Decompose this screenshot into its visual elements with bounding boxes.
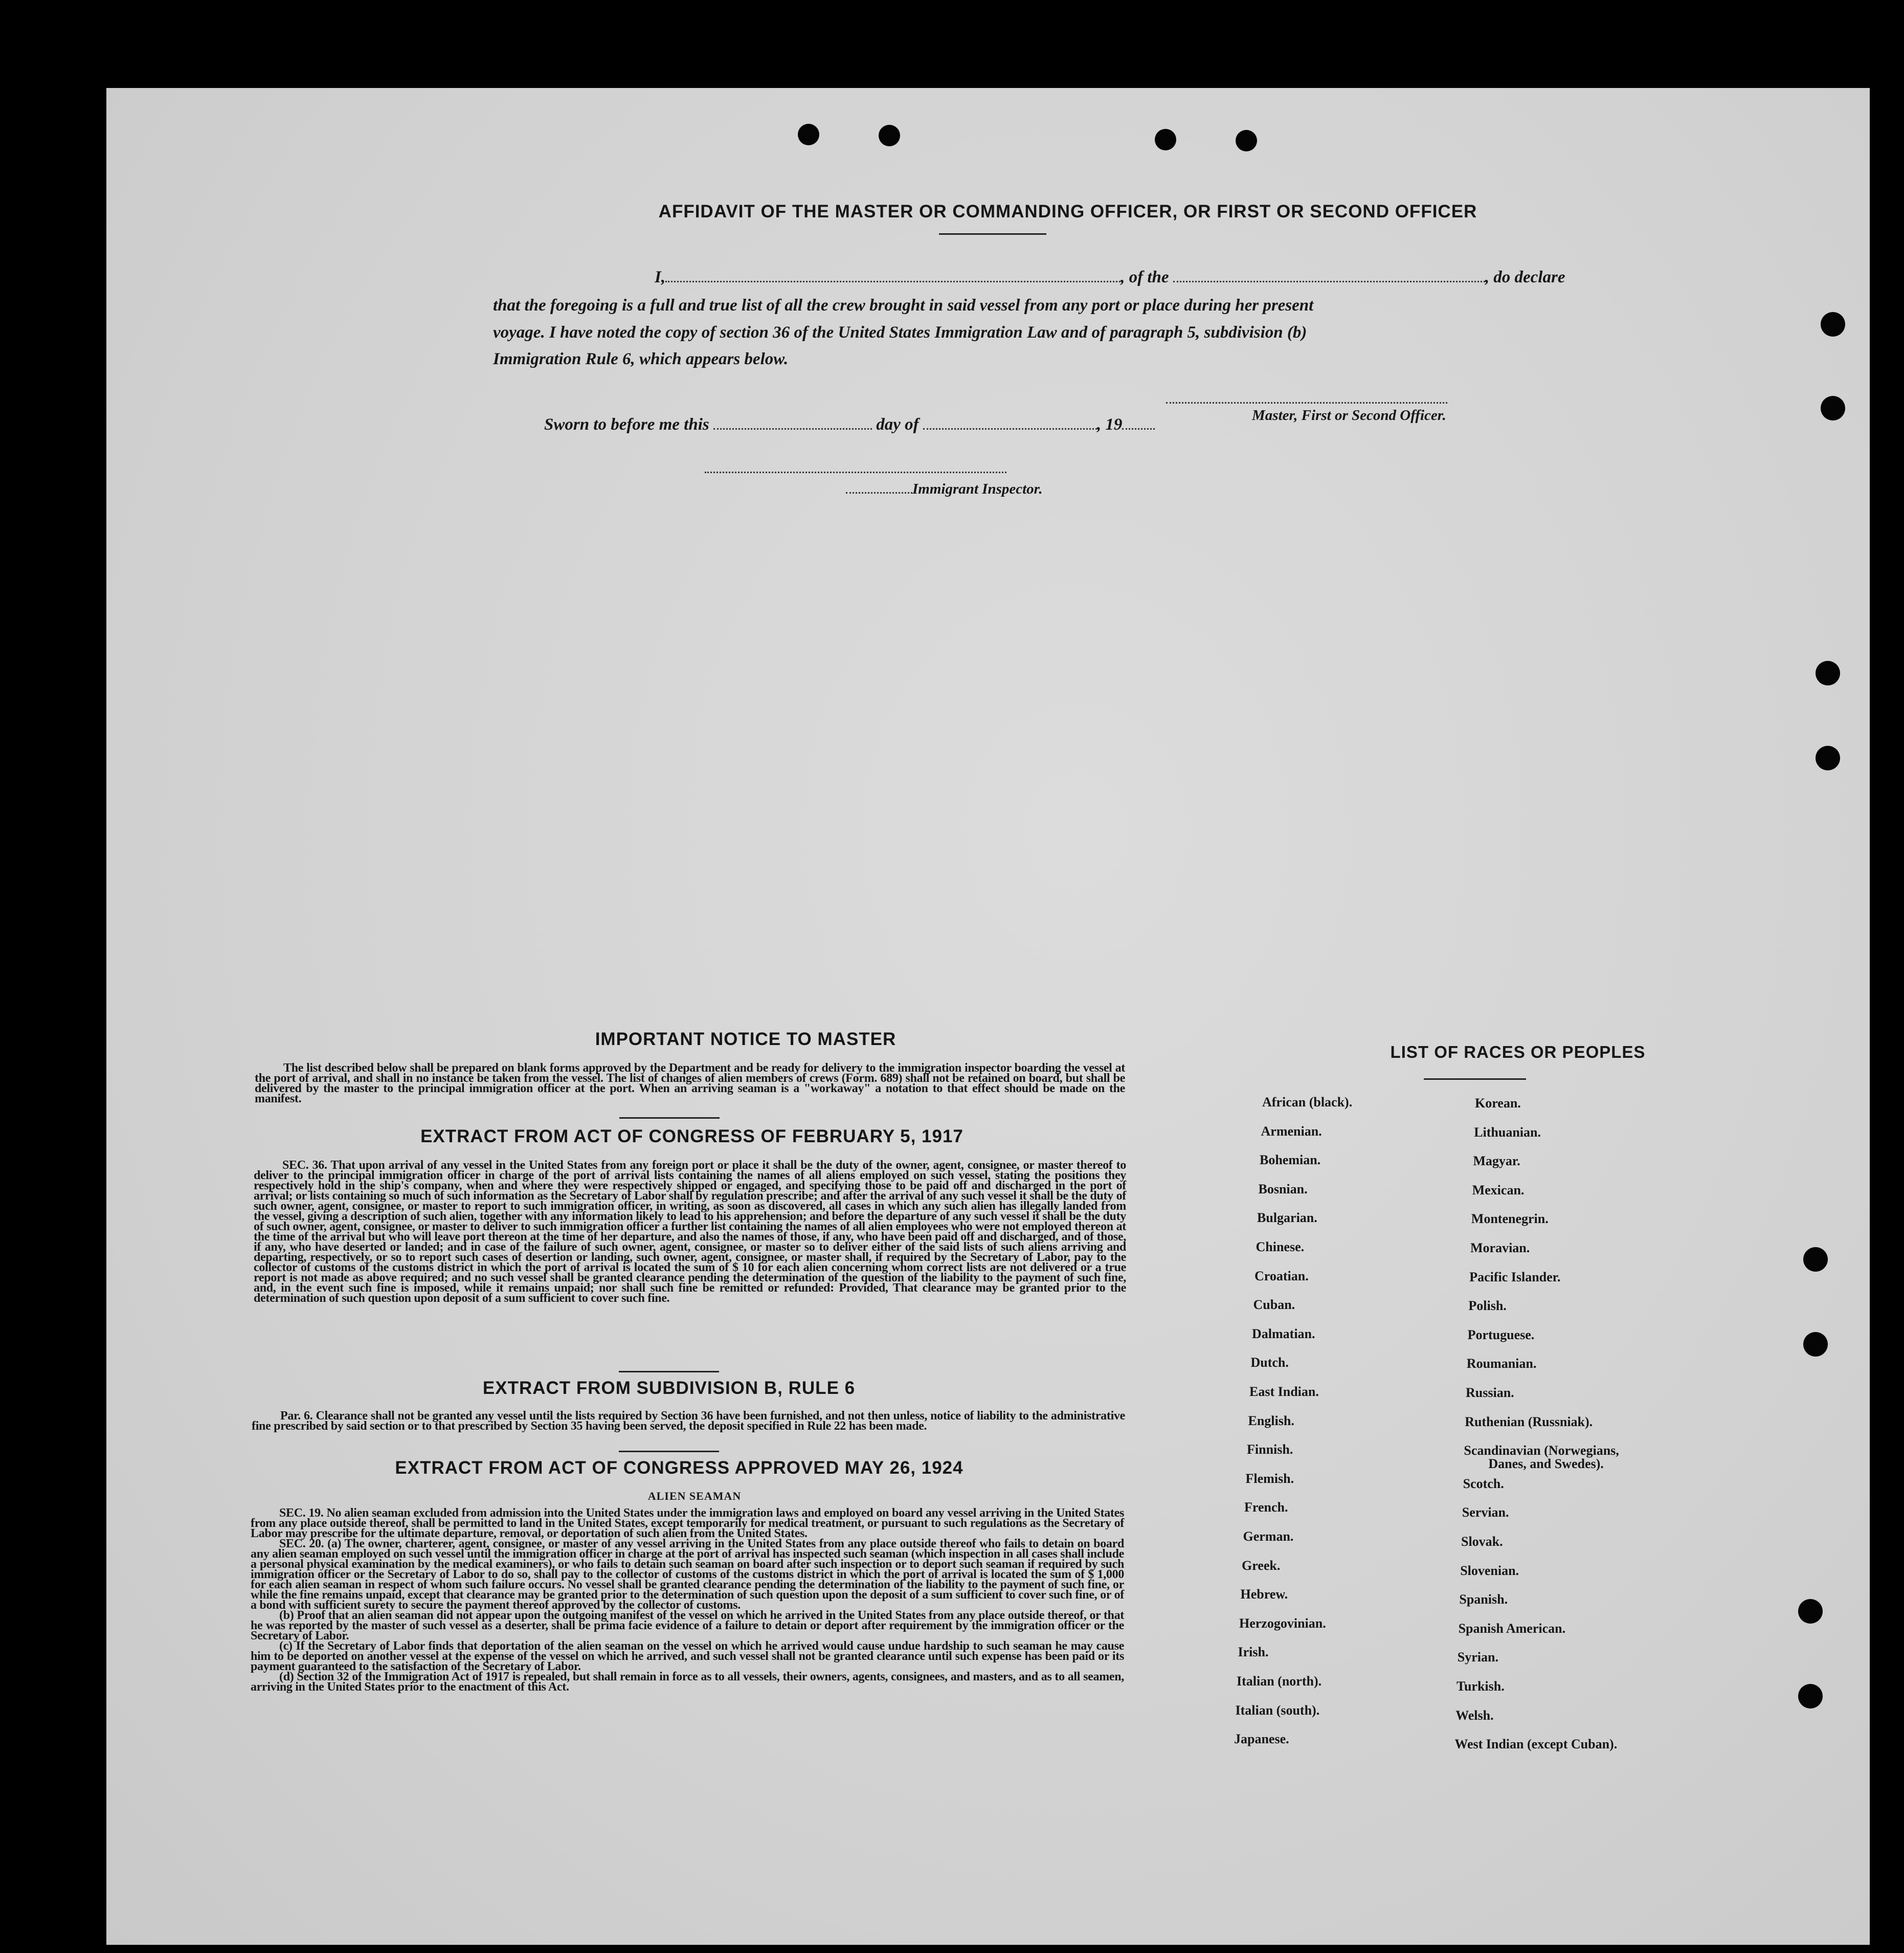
race-item: English. xyxy=(1248,1413,1294,1428)
race-item: Dutch. xyxy=(1250,1355,1289,1370)
name-field[interactable] xyxy=(665,274,1121,282)
race-item: Scandinavian (Norwegians, xyxy=(1464,1443,1619,1458)
alien-seaman-subtitle: ALIEN SEAMAN xyxy=(647,1490,742,1502)
race-item: Spanish. xyxy=(1459,1592,1508,1607)
race-item: Roumanian. xyxy=(1466,1356,1537,1371)
vessel-field[interactable] xyxy=(1173,274,1485,282)
punch-hole xyxy=(1821,312,1845,337)
notice-paragraph: The list described below shall be prepared on blank forms approved by the Department and be ready for delivery to the immigration inspector boarding the vessel at the port of arrival, and shall in no instance be taken from the vessel. The list of changes of alien members of crews (Form. 689) shall not be retained on board, but shall be delivered by the master to the principal immigration officer at the port. When an arriving seaman is a "workaway" a notation to that effect should be made on the manifest. xyxy=(255,1061,1125,1105)
race-item: Slovenian. xyxy=(1460,1563,1519,1578)
race-item: Japanese. xyxy=(1234,1732,1289,1747)
year-label: , 19 xyxy=(1096,415,1123,434)
officer-signature-field[interactable] xyxy=(1166,395,1447,404)
sworn-label: Sworn to before me this xyxy=(544,415,709,434)
race-item: West Indian (except Cuban). xyxy=(1454,1737,1618,1752)
of-the-label: , of the xyxy=(1121,268,1169,286)
sec-36-paragraph: SEC. 36. That upon arrival of any vessel in the United States from any foreign port or place it shall be the duty of the owner, agent, consignee, or master thereof to deliver to the principal immigration officer in charge of the port of arrival lists containing the names of all aliens employed on such vessel, stating the positions they respectively hold in the ship's company, when and where they were respectively shipped or engaged, and specifying those to be paid off and discharged in the port of arrival; or lists containing so much of such information as the Secretary of Labor shall by regulation prescribe; and after the arrival of any such vessel it shall be the duty of such owner, agent, consignee, or master to report to such immigration officer, in writing, as soon as discovered, all cases in which any such alien has illegally landed from the vessel, giving a description of such alien, together with any information likely to lead to his apprehension; and before the departure of any such vessel it shall be the duty of such owner, agent, consignee, or master to deliver to such immigration officer a further list containing the names of all alien employees who were not employed thereon at the time of the arrival but who will leave port thereon at the time of her departure, and also the names of those, if any, who have been paid off and discharged, and of those, if any, who have deserted or landed; and in case of the failure of such owner, agent, consignee, or master so to deliver either of the said lists of such aliens arriving and departing, respectively, or so to report such cases of desertion or landing, such owner, agent, consignee, or master shall, if required by the Secretary of Labor, pay to the collector of customs of the customs district in which the port of arrival is located the sum of $ 10 for each alien concerning whom correct lists are not delivered or a true report is not made as above required; and no such vessel shall be granted clearance pending the determination of the question of the liability to the payment of such fine, and, in the event such fine is imposed, while it remains unpaid; nor shall such fine be remitted or refunded: Provided, That clearance may be granted prior to the determination of such question upon deposit of a sum sufficient to cover such fine. xyxy=(254,1159,1126,1305)
affidavit-title: AFFIDAVIT OF THE MASTER OR COMMANDING OFFICER, OR FIRST OR SECOND OFFICER xyxy=(658,202,1477,221)
race-item: Italian (south). xyxy=(1235,1702,1320,1718)
race-item: Bulgarian. xyxy=(1257,1210,1317,1226)
race-item: Russian. xyxy=(1466,1385,1514,1400)
race-item: Polish. xyxy=(1468,1298,1507,1314)
race-item: Bohemian. xyxy=(1260,1152,1321,1168)
race-item: Flemish. xyxy=(1245,1471,1294,1486)
punch-hole xyxy=(1155,129,1176,150)
race-item: Servian. xyxy=(1462,1505,1509,1520)
punch-hole xyxy=(1236,130,1257,151)
section-divider xyxy=(619,1117,720,1119)
sec-20b-paragraph: (b) Proof that an alien seaman did not appear upon the outgoing manifest of the vessel on which he arrived in the United States from any place outside thereof, or that he was reported by the master of such vessel as a deserter, shall be prima facie evidence of a failure to detain or deport after requirement by the immigration officer or the Secretary of Labor. xyxy=(251,1609,1124,1643)
inspector-line xyxy=(846,481,1043,498)
sec-20c-paragraph: (c) If the Secretary of Labor finds that deportation of the alien seaman on the vessel on which he arrived would cause undue hardship to such seaman he may cause him to be deported on another vessel at the expense of the vessel on which he arrived, and such vessel shall not be granted clearance until such expense has been paid or its payment guaranteed to the satisfaction of the Secretary of Labor. xyxy=(251,1639,1124,1673)
rule-6-text xyxy=(252,1411,1125,1431)
race-item: Croatian. xyxy=(1255,1268,1309,1283)
race-item: Bosnian. xyxy=(1258,1181,1308,1196)
race-item: Cuban. xyxy=(1253,1297,1295,1313)
race-item: Danes, and Swedes). xyxy=(1488,1456,1604,1472)
race-item: Magyar. xyxy=(1473,1153,1520,1169)
race-item: Spanish American. xyxy=(1458,1621,1566,1636)
sworn-day-field[interactable] xyxy=(713,421,872,430)
extract-1924-text xyxy=(251,1508,1124,1692)
punch-hole xyxy=(1798,1684,1823,1708)
race-item: Chinese. xyxy=(1256,1239,1305,1254)
sworn-month-field[interactable] xyxy=(923,421,1097,430)
sec-19-paragraph: SEC. 19. No alien seaman excluded from admission into the United States under the immigration laws and employed on board any vessel arriving in the United States from any place outside thereof, shall be permitted to land in the United States, except temporarily for medical treatment, or pursuant to such regulations as the Secretary of Labor may prescribe for the ultimate departure, removal, or deportation of such alien from the United States. xyxy=(251,1506,1124,1540)
race-item: Herzogovinian. xyxy=(1239,1615,1326,1631)
race-item: Montenegrin. xyxy=(1471,1211,1549,1227)
punch-hole xyxy=(1821,396,1845,420)
race-item: Dalmatian. xyxy=(1252,1326,1315,1341)
inspector-dots xyxy=(846,485,912,494)
race-item: Finnish. xyxy=(1247,1442,1293,1457)
par-6-paragraph: Par. 6. Clearance shall not be granted any vessel until the lists required by Section 36 have been furnished, and not then unless, notice of liability to the administrative fine prescribed by said section or to that prescribed by Section 35 having been served, the deposit specified in Rule 22 has been made. xyxy=(252,1409,1125,1433)
day-of-label: day of xyxy=(876,415,919,434)
affidavit-line2: that the foregoing is a full and true list of all the crew brought in said vessel from any port or place during her present xyxy=(493,296,1314,315)
extract-1917-title: EXTRACT FROM ACT OF CONGRESS OF FEBRUARY 5, 1917 xyxy=(420,1126,964,1146)
race-item: Mexican. xyxy=(1472,1182,1525,1197)
race-item: Lithuanian. xyxy=(1474,1124,1541,1140)
race-item: Armenian. xyxy=(1261,1123,1322,1139)
affidavit-line3: voyage. I have noted the copy of section 36 of the United States Immigration Law and of paragraph 5, subdivision (b) xyxy=(493,323,1307,342)
punch-hole xyxy=(1816,661,1840,685)
i-label: I, xyxy=(655,268,666,286)
declare-label: , do declare xyxy=(1485,268,1565,286)
race-item: Slovak. xyxy=(1461,1534,1503,1549)
punch-hole xyxy=(879,125,900,146)
affidavit-line1 xyxy=(547,268,1591,287)
affidavit-line4: Immigration Rule 6, which appears below. xyxy=(493,350,789,368)
notice-text xyxy=(255,1063,1125,1104)
section-divider xyxy=(619,1451,719,1452)
race-item: Portuguese. xyxy=(1467,1327,1535,1342)
race-item: Hebrew. xyxy=(1240,1587,1288,1602)
sworn-line xyxy=(544,415,1155,434)
race-item: African (black). xyxy=(1262,1095,1353,1109)
race-item: German. xyxy=(1243,1529,1294,1544)
race-item: Italian (north). xyxy=(1237,1674,1322,1689)
document-page xyxy=(106,88,1870,1945)
race-item: Ruthenian (Russniak). xyxy=(1465,1414,1593,1429)
sec-20a-paragraph: SEC. 20. (a) The owner, charterer, agent, consignee, or master of any vessel arriving in the United States from any place outside thereof who fails to detain on board any alien seaman employed on such vessel until the immigration officer in charge at the port of arrival has inspected such seaman (which inspection in all cases shall include a personal physical examination by the medical examiners), or who fails to detain such seaman on board after such inspection or to deport such seaman if required by such immigration officer or the Secretary of Labor to do so, shall pay to the collector of customs of the customs district in which the port of arrival is located the sum of $ 1,000 for each alien seaman in respect of whom such failure occurs. No vessel shall be granted clearance pending the determination of the liability to the payment of such fine, or while the fine remains unpaid, except that clearance may be granted prior to the determination of such question upon the deposit of a sum sufficient to cover such fine, or of a bond with sufficient surety to secure the payment thereof approved by the collector of customs. xyxy=(251,1537,1124,1612)
extract-1917-text xyxy=(254,1160,1126,1303)
inspector-label: Immigrant Inspector. xyxy=(912,481,1043,497)
race-item: Irish. xyxy=(1238,1645,1269,1660)
race-item: Korean. xyxy=(1475,1096,1521,1111)
punch-hole xyxy=(1803,1247,1828,1272)
race-item: Moravian. xyxy=(1470,1240,1530,1255)
punch-hole xyxy=(798,124,819,145)
punch-hole xyxy=(1816,746,1840,770)
sworn-year-field[interactable] xyxy=(1122,421,1155,430)
race-item: Greek. xyxy=(1242,1558,1281,1573)
sec-20d-paragraph: (d) Section 32 of the Immigration Act of 1917 is repealed, but shall remain in force as to all vessels, their owners, agents, consignees, and masters, and as to all seamen, arriving in the United States prior to the enactment of this Act. xyxy=(251,1670,1124,1694)
punch-hole xyxy=(1798,1599,1823,1624)
race-item: East Indian. xyxy=(1249,1384,1319,1399)
race-item: French. xyxy=(1244,1500,1288,1515)
race-item: Scotch. xyxy=(1463,1476,1504,1491)
race-item: Turkish. xyxy=(1457,1679,1505,1694)
inspector-signature-field[interactable] xyxy=(705,464,1006,473)
officer-label: Master, First or Second Officer. xyxy=(1252,407,1446,424)
race-item: Syrian. xyxy=(1457,1650,1498,1665)
race-item: Welsh. xyxy=(1455,1707,1494,1723)
races-title: LIST OF RACES OR PEOPLES xyxy=(1390,1042,1646,1061)
title-divider xyxy=(939,233,1046,235)
section-divider xyxy=(619,1371,719,1372)
rule-6-title: EXTRACT FROM SUBDIVISION B, RULE 6 xyxy=(482,1378,856,1398)
punch-hole xyxy=(1803,1332,1828,1357)
race-item: Pacific Islander. xyxy=(1469,1269,1561,1284)
races-divider xyxy=(1424,1078,1526,1080)
notice-title: IMPORTANT NOTICE TO MASTER xyxy=(595,1029,897,1049)
extract-1924-title: EXTRACT FROM ACT OF CONGRESS APPROVED MAY 26, 1924 xyxy=(395,1458,964,1478)
